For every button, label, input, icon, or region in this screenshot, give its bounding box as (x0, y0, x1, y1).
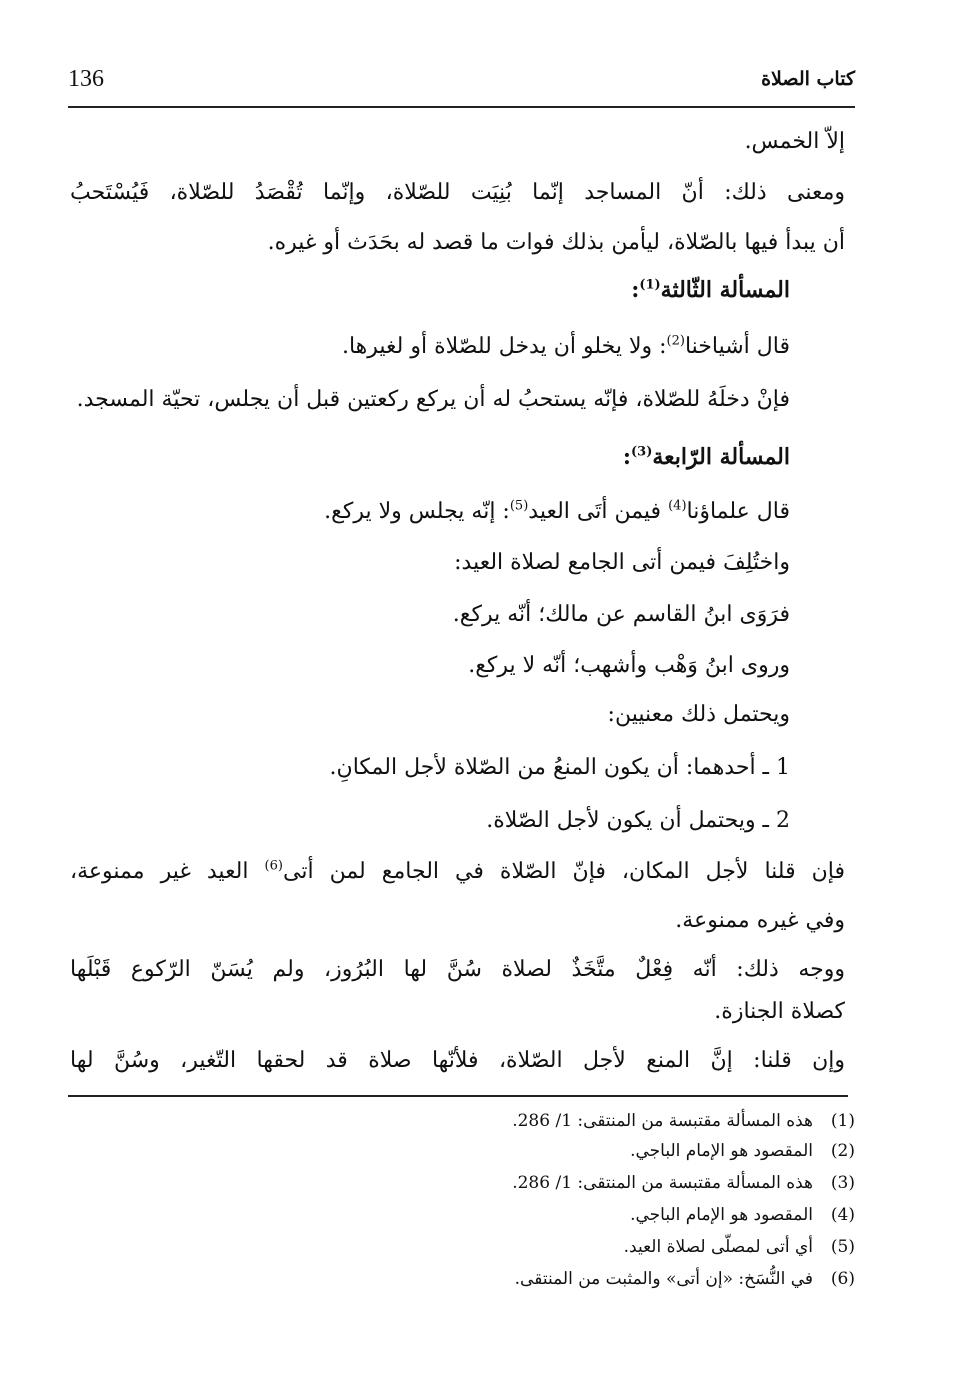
footnote-ref: (3) (631, 444, 653, 460)
footnote: (3)هذه المسألة مقتبسة من المنتقى: 1/ 286. (512, 1173, 855, 1193)
text-line: ويحتمل ذلك معنيين: (607, 702, 790, 727)
footnote: (2)المقصود هو الإمام الباجي. (630, 1141, 855, 1161)
text-line: واختُلِفَ فيمن أتى الجامع لصلاة العيد: (454, 550, 790, 575)
text-line: إلاّ الخمس. (744, 129, 845, 154)
list-item: 2 ـ ويحتمل أن يكون لأجل الصّلاة. (486, 808, 790, 833)
list-item: 1 ـ أحدهما: أن يكون المنعُ من الصّلاة لأجل المكانِ. (329, 755, 790, 780)
footnote-ref: (5) (509, 498, 529, 514)
footnote-ref: (4) (668, 498, 687, 514)
footnote-ref: (6) (264, 858, 283, 874)
footnote: (5)أي أتى لمصلّى لصلاة العيد. (623, 1237, 855, 1257)
text-line: قال أشياخنا$^{(2)}$: ولا يخلو أن يدخل للصّلاة أو لغيرها. (341, 333, 790, 359)
section-heading: المسألة الثّالثة$^{(1)}$: (631, 277, 790, 303)
footnote: (1)هذه المسألة مقتبسة من المنتقى: 1/ 286. (512, 1111, 855, 1131)
text-line: كصلاة الجنازة. (714, 999, 845, 1024)
section-heading: المسألة الرّابعة$^{(3)}$: (622, 444, 790, 470)
text-line: قال علماؤنا$^{(4)}$ فيمن أتَى العيد$^{(5)}$: إنّه يجلس ولا يركع. (324, 498, 790, 524)
text-line: وفي غيره ممنوعة. (675, 908, 845, 933)
footnote-ref: (1) (639, 277, 661, 293)
running-title: كتاب الصلاة (761, 68, 855, 90)
page-number: 136 (68, 66, 104, 92)
text-line: فإن قلنا لأجل المكان، فإنّ الصّلاة في الجامع لمن أتى$^{(6)}$ العيد غير ممنوعة، (70, 858, 846, 884)
text-line: ومعنى ذلك: أنّ المساجد إنّما بُنِيَت للصّلاة، وإنّما تُقْصَدُ للصّلاة، فَيُسْتَحبُ (70, 180, 845, 205)
text-line: ووجه ذلك: أنّه فِعْلٌ متَّخَذٌ لصلاة سُنَّ لها البُرُوز، ولم يُسَنّ الرّكوع قَبْلَها (70, 957, 845, 982)
page-header (68, 58, 855, 108)
text-line: فإنْ دخلَهُ للصّلاة، فإنّه يستحبُ له أن يركع ركعتين قبل أن يجلس، تحيّة المسجد. (76, 387, 790, 412)
text-line: فرَوَى ابنُ القاسم عن مالك؛ أنّه يركع. (452, 602, 790, 627)
text-line: وإن قلنا: إنَّ المنع لأجل الصّلاة، فلأنّها صلاة قد لحقها التّغير، وسُنَّ لها (70, 1048, 845, 1073)
footnote-divider (68, 1095, 848, 1097)
text-line: أن يبدأ فيها بالصّلاة، ليأمن بذلك فوات ما قصد له بحَدَث أو غيره. (267, 230, 845, 255)
text-line: وروى ابنُ وَهْب وأشهب؛ أنّه لا يركع. (468, 653, 790, 678)
footnote-ref: (2) (666, 333, 685, 349)
footnote: (4)المقصود هو الإمام الباجي. (630, 1205, 855, 1225)
footnote: (6)في النُّسَخ: «إن أتى» والمثبت من المنتقى. (514, 1269, 855, 1289)
